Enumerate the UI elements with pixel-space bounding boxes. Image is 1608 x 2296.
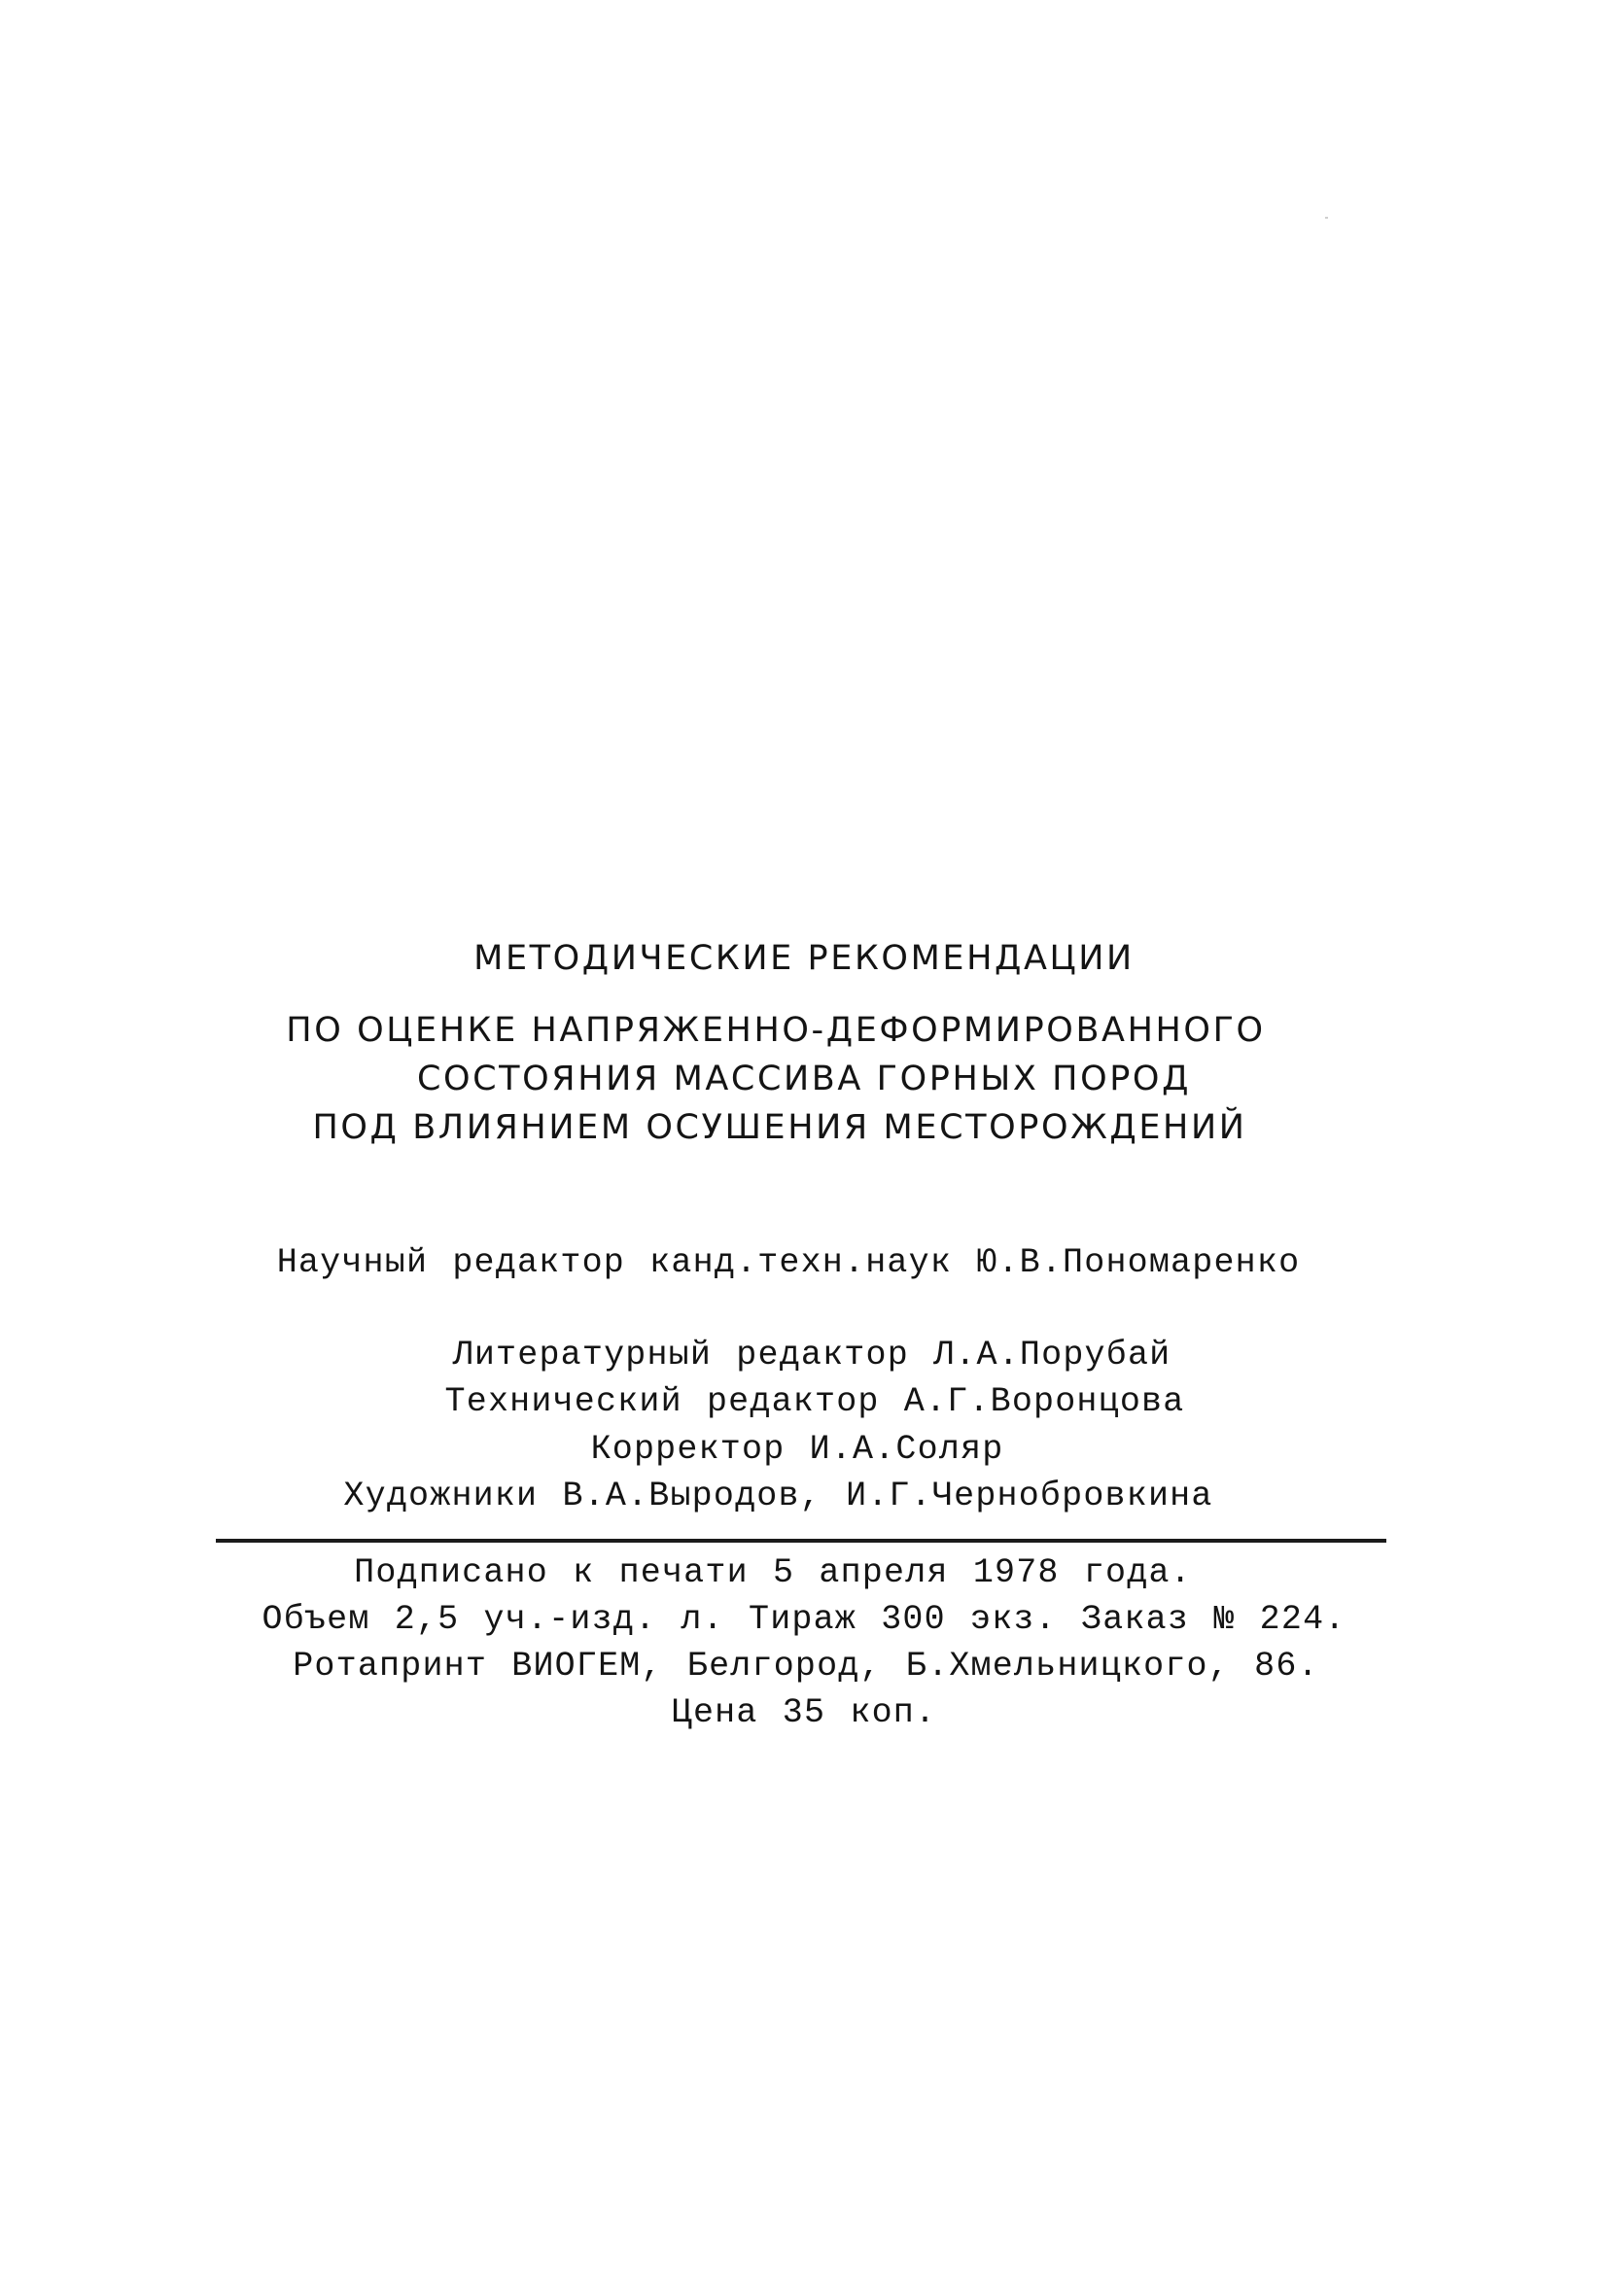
scan-speck <box>1325 217 1328 219</box>
signed-to-print: Подписано к печати 5 апреля 1978 года. <box>354 1553 1192 1592</box>
technical-editor: Технический редактор А.Г.Воронцова <box>444 1382 1185 1421</box>
title-line-1: МЕТОДИЧЕСКИЕ РЕКОМЕНДАЦИИ <box>473 939 1135 978</box>
literary-editor: Литературный редактор Л.А.Порубай <box>452 1336 1171 1374</box>
artists: Художники В.А.Выродов, И.Г.Чернобровкина <box>343 1477 1213 1515</box>
separator-rule <box>216 1539 1386 1543</box>
scientific-editor: Научный редактор канд.техн.наук Ю.В.Пономаренко <box>276 1243 1301 1282</box>
title-line-3: СОСТОЯНИЯ МАССИВА ГОРНЫХ ПОРОД <box>416 1060 1192 1098</box>
proofreader: Корректор И.А.Соляр <box>590 1430 1004 1469</box>
printer-address: Ротапринт ВИОГЕМ, Белгород, Б.Хмельницкого, 86. <box>293 1647 1319 1686</box>
price: Цена 35 коп. <box>671 1693 937 1732</box>
volume-and-run: Объем 2,5 уч.-изд. л. Тираж 300 экз. Заказ № 224. <box>262 1600 1346 1639</box>
title-line-4: ПОД ВЛИЯНИЕМ ОСУШЕНИЯ МЕСТОРОЖДЕНИЙ <box>312 1108 1247 1147</box>
title-line-2: ПО ОЦЕНКЕ НАПРЯЖЕННО-ДЕФОРМИРОВАННОГО <box>286 1011 1266 1050</box>
